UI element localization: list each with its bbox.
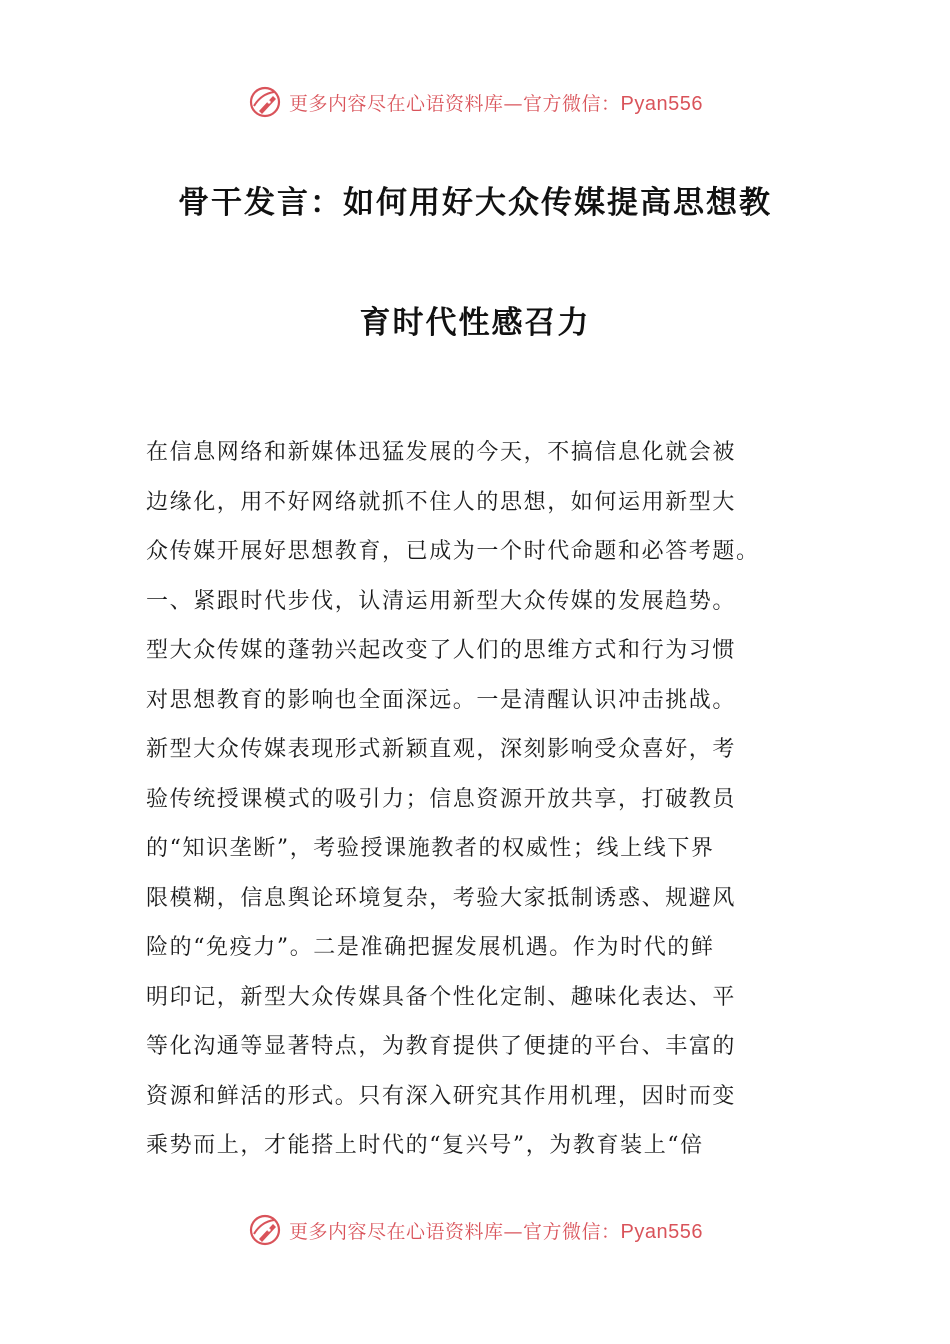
pen-nib-circle-icon xyxy=(247,84,283,120)
body-line: 资源和鲜活的形式。只有深入研究其作用机理，因时而变 xyxy=(146,1083,737,1109)
body-line: 险的“免疫力”。二是准确把握发展机遇。作为时代的鲜 xyxy=(146,935,715,960)
body-line: 验传统授课模式的吸引力；信息资源开放共享，打破教员 xyxy=(146,786,737,812)
body-line: 等化沟通等显著特点，为教育提供了便捷的平台、丰富的 xyxy=(146,1034,737,1059)
body-line: 众传媒开展好思想教育，已成为一个时代命题和必答考题。 xyxy=(146,539,760,564)
body-text xyxy=(146,428,806,1171)
body-line: 限模糊，信息舆论环境复杂，考验大家抵制诱惑、规避风 xyxy=(146,885,737,911)
banner-text xyxy=(289,89,703,116)
body-line: 对思想教育的影响也全面深远。一是清醒认识冲击挑战。 xyxy=(146,687,737,713)
body-line: 边缘化，用不好网络就抓不住人的思想，如何运用新型大 xyxy=(146,489,737,515)
banner-label: 更多内容尽在心语资料库—官方微信： xyxy=(289,92,621,115)
body-line: 明印记，新型大众传媒具备个性化定制、趣味化表达、平 xyxy=(146,984,737,1010)
wechat-id: Pyan556 xyxy=(620,92,703,115)
body-line: 型大众传媒的蓬勃兴起改变了人们的思维方式和行为习惯 xyxy=(146,638,737,663)
body-line: 在信息网络和新媒体迅猛发展的今天，不搞信息化就会被 xyxy=(146,440,737,465)
pen-nib-circle-icon xyxy=(247,1212,283,1248)
body-line: 的“知识垄断”，考验授课施教者的权威性；线上线下界 xyxy=(146,836,715,861)
section-heading: 一、紧跟时代步伐，认清运用新型大众传媒的发展趋势。 xyxy=(146,588,737,614)
page-title-line-1: 骨干发言：如何用好大众传媒提高思想教 xyxy=(178,185,772,221)
wechat-id: Pyan556 xyxy=(620,1220,703,1243)
body-line: 新型大众传媒表现形式新颖直观，深刻影响受众喜好，考 xyxy=(146,737,737,762)
page-title-line-2: 育时代性感召力 xyxy=(359,305,591,341)
header-banner xyxy=(0,82,950,122)
banner-label: 更多内容尽在心语资料库—官方微信： xyxy=(289,1220,621,1243)
body-line: 乘势而上，才能搭上时代的“复兴号”，为教育装上“倍 xyxy=(146,1133,704,1158)
banner-text xyxy=(289,1217,703,1244)
footer-banner xyxy=(0,1210,950,1250)
